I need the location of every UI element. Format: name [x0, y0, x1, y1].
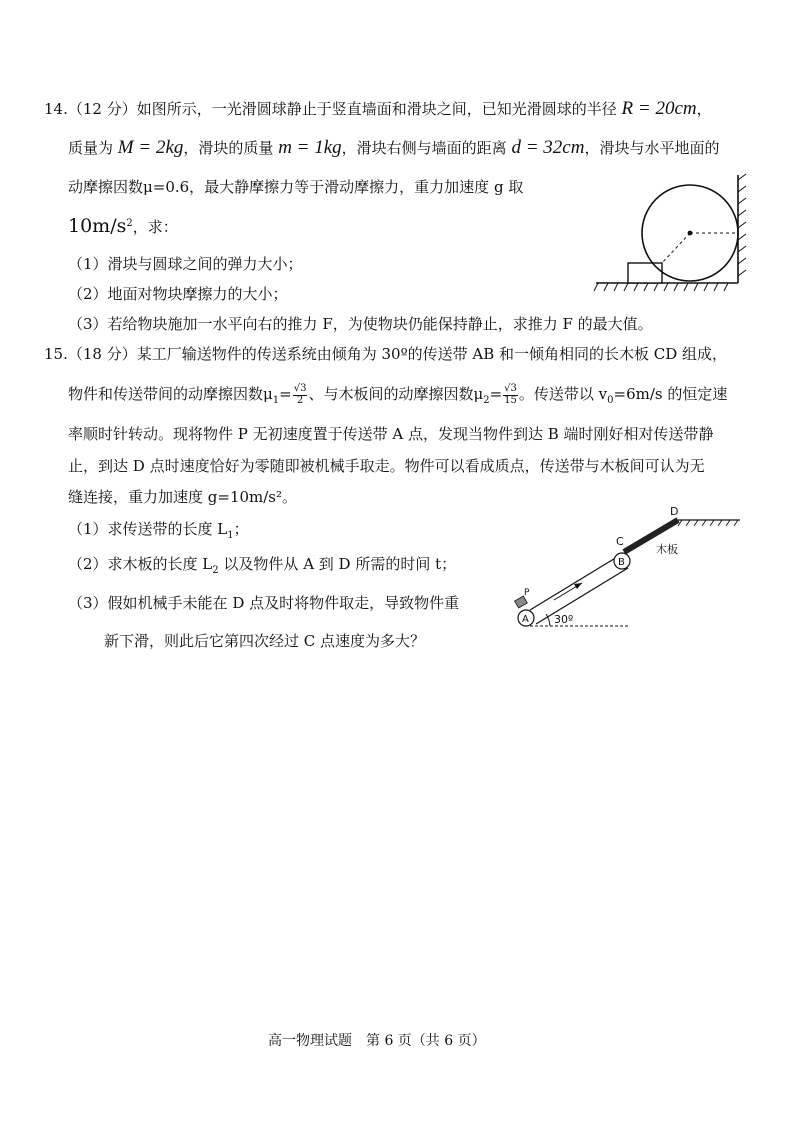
- q15-sub2-text-b: 以及物件从 A 到 D 所需的时间 t；: [218, 555, 457, 573]
- figure-sphere-wall: [590, 170, 760, 300]
- q15-line2-b: 、与木板间的动摩擦因数μ: [308, 385, 484, 403]
- q14-points: （12 分）: [67, 100, 137, 118]
- q14-sub-2: （2）地面对物块摩擦力的大小；: [68, 285, 288, 303]
- q15-line1-text: 某工厂输送物件的传送系统由倾角为 30º的传送带 AB 和一倾角相同的长木板 CD 组成，: [136, 345, 728, 363]
- label-P: P: [524, 588, 530, 598]
- label-board: 木板: [656, 543, 678, 556]
- mu1-fraction: $\frac{√3}{2}$: [293, 383, 307, 406]
- q14-mass-m: m = 1kg: [278, 137, 342, 158]
- q14-g-tail: ，求：: [132, 218, 178, 236]
- q14-sub-3: （3）若给物块施加一水平向右的推力 F，为使物块仍能保持静止，求推力 F 的最大值。: [68, 315, 653, 333]
- q15-line-4: 止，到达 D 点时速度恰好为零随即被机械手取走。物件可以看成质点，传送带与木板间可认为无: [68, 457, 705, 475]
- q14-line-2: [68, 138, 719, 157]
- q14-dist-d: d = 32cm: [511, 137, 585, 158]
- q15-number: 15.: [44, 345, 68, 363]
- q15-sub2-text-a: （2）求木板的长度 L: [68, 555, 213, 573]
- q14-line-1: 14.（12 分）如图所示，一光滑圆球静止于竖直墙面和滑块之间，已知光滑圆球的半径 R = 20cm，: [44, 98, 712, 119]
- q15-points: （18 分）: [67, 345, 137, 363]
- label-C: C: [616, 535, 624, 548]
- q14-line-3: 动摩擦因数μ=0.6，最大静摩擦力等于滑动摩擦力，重力加速度 g 取: [68, 178, 524, 196]
- q14-line2-c: ，滑块右侧与墙面的距离: [341, 139, 507, 157]
- q15-line2-a: 物件和传送带间的动摩擦因数μ: [68, 385, 273, 403]
- q14-line2-b: ，滑块的质量: [183, 139, 274, 157]
- label-B: B: [618, 557, 625, 568]
- q15-line-2: 物件和传送带间的动摩擦因数$\mu_1=$ $\frac{√3}{2}$ 、与木板间的动摩擦因数$\mu_2=$ $\frac{√3}{15}$ 。传送带以 $v_0=6m/s$ 的恒定速: [68, 383, 728, 406]
- q15-sub-3b: 新下滑，则此后它第四次经过 C 点速度为多大？: [104, 632, 426, 650]
- q14-line2-a: 质量为: [68, 139, 114, 157]
- label-D: D: [670, 505, 679, 518]
- q15-sub1-text: （1）求传送带的长度 L: [68, 520, 228, 538]
- label-A: A: [522, 614, 529, 625]
- q15-line-3: 率顺时针转动。现将物件 P 无初速度置于传送带 A 点，发现当物件到达 B 端时刚好相对传送带静: [68, 425, 714, 443]
- q14-number: 14.: [44, 100, 68, 118]
- label-angle: 30º: [554, 613, 574, 626]
- q14-g-value: 10m/s: [68, 215, 127, 237]
- page-footer: 高一物理试题 第 6 页（共 6 页）: [268, 1033, 486, 1049]
- q15-sub-1: （1）求传送带的长度 $L_1$；: [68, 520, 249, 541]
- q14-radius: R = 20cm: [621, 98, 697, 119]
- q14-line-4: $10m/s^2$，求：: [68, 215, 178, 237]
- figure-conveyor: [510, 505, 750, 635]
- q14-line2-d: ，滑块与水平地面的: [584, 139, 720, 157]
- mu2-fraction: $\frac{√3}{15}$: [504, 383, 517, 406]
- q14-mass-M: M = 2kg: [117, 137, 184, 158]
- q15-sub-3a: （3）假如机械手未能在 D 点及时将物件取走，导致物件重: [68, 594, 460, 612]
- q14-line1-text: 如图所示，一光滑圆球静止于竖直墙面和滑块之间，已知光滑圆球的半径: [136, 100, 617, 118]
- q15-line2-c: 。传送带以 v: [518, 385, 608, 403]
- q15-line-1: [44, 347, 727, 362]
- q15-line-5: 缝连接，重力加速度 g=10m/s²。: [68, 488, 298, 506]
- q15-sub-2: （2）求木板的长度 $L_2$ 以及物件从 A 到 D 所需的时间 t；: [68, 555, 457, 576]
- q14-sub-1: （1）滑块与圆球之间的弹力大小；: [68, 255, 303, 273]
- q15-line2-d: =6m/s 的恒定速: [613, 385, 728, 403]
